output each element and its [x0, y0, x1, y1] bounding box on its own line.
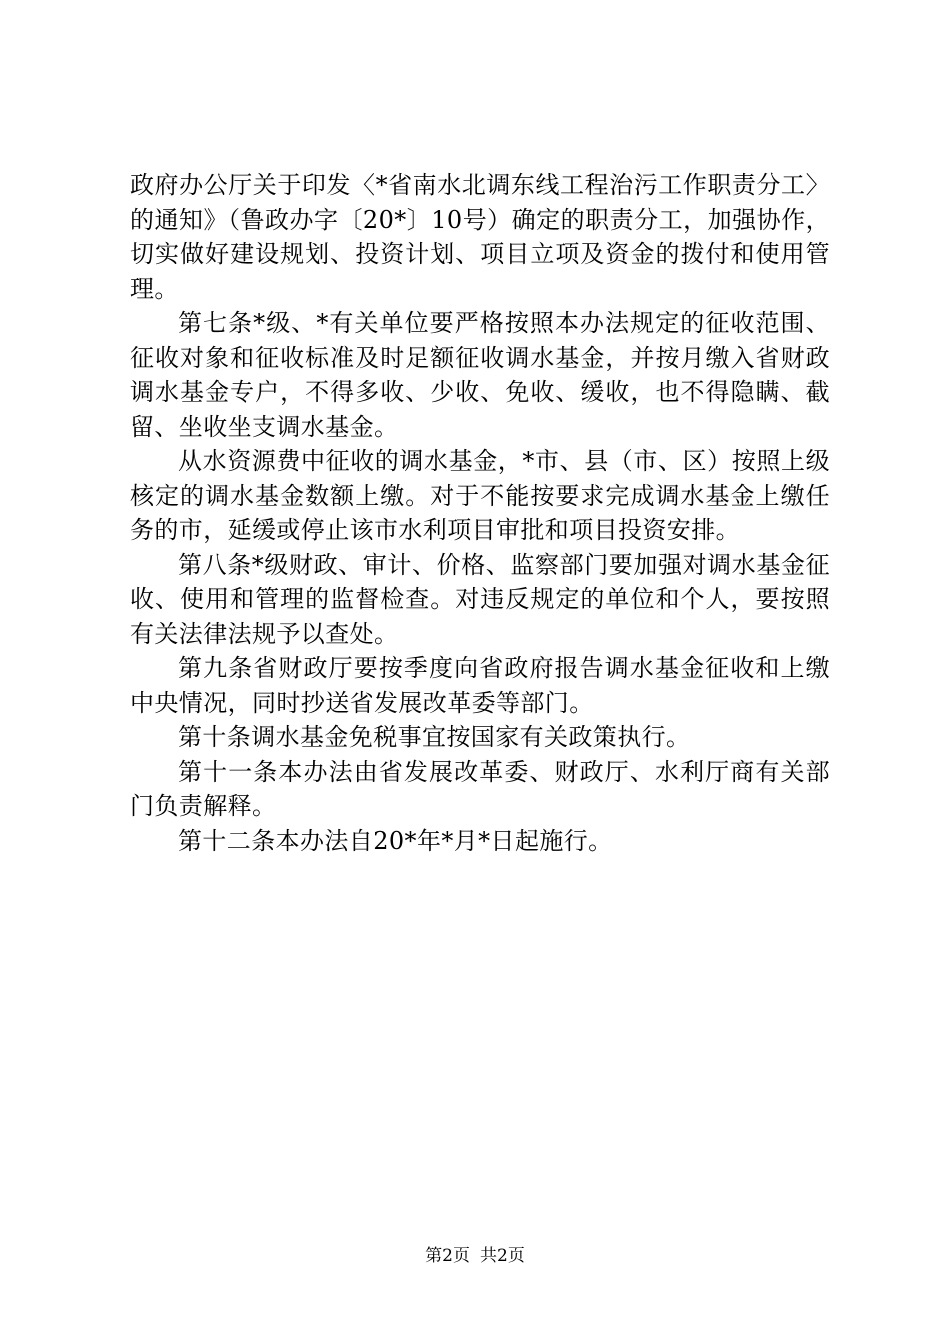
- paragraph-article-8: 第八条*级财政、审计、价格、监察部门要加强对调水基金征收、使用和管理的监督检查。对违反规定的单位和个人，要按照有关法律法规予以查处。: [130, 550, 830, 648]
- paragraph-article-7: 第七条*级、*有关单位要严格按照本办法规定的征收范围、征收对象和征收标准及时足额征收调水基金，并按月缴入省财政调水基金专户，不得多收、少收、免收、缓收，也不得隐瞒、截留、坐收坐支调水基金。: [130, 309, 830, 441]
- paragraph-article-10: 第十条调水基金免税事宜按国家有关政策执行。: [178, 723, 691, 751]
- page-number: 第2页: [425, 1246, 470, 1266]
- paragraph-article-12: 第十二条本办法自20*年*月*日起施行。: [178, 826, 613, 855]
- page-footer: [0, 1245, 950, 1267]
- document-body: [130, 168, 830, 858]
- paragraph-fee-collection: 从水资源费中征收的调水基金，*市、县（市、区）按照上级核定的调水基金数额上缴。对于不能按要求完成调水基金上缴任务的市，延缓或停止该市水利项目审批和项目投资安排。: [130, 447, 830, 544]
- paragraph-continuation: 政府办公厅关于印发〈*省南水北调东线工程治污工作职责分工〉的通知》（鲁政办字〔20*〕10号）确定的职责分工，加强协作，切实做好建设规划、投资计划、项目立项及资金的拨付和使用管理。: [130, 171, 830, 303]
- paragraph-article-9: 第九条省财政厅要按季度向省政府报告调水基金征收和上缴中央情况，同时抄送省发展改革委等部门。: [130, 654, 830, 717]
- paragraph-article-11: 第十一条本办法由省发展改革委、财政厅、水利厅商有关部门负责解释。: [130, 757, 830, 820]
- page-total: 共2页: [480, 1246, 525, 1266]
